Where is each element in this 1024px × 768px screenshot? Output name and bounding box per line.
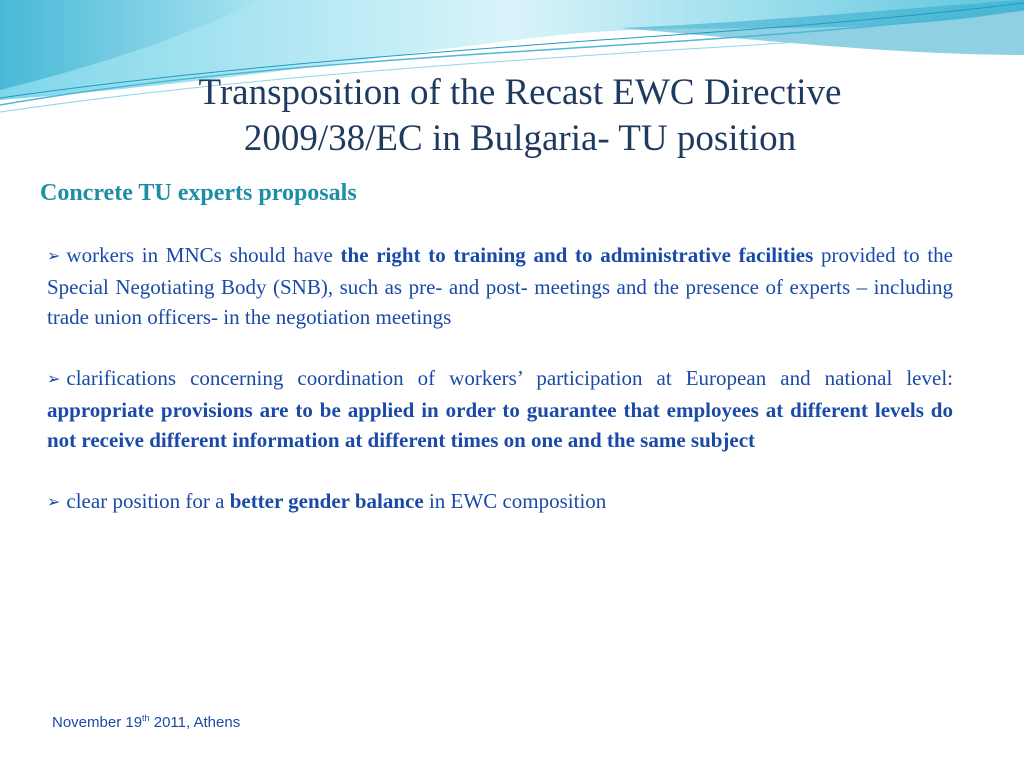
arrow-bullet-icon: ➢ xyxy=(47,369,61,388)
arrow-bullet-icon: ➢ xyxy=(47,492,61,511)
slide-title xyxy=(120,70,920,162)
footer-location: 2011, Athens xyxy=(149,714,241,731)
footer-date: November 19 xyxy=(52,714,143,731)
bullet-3-pre: clear position for a xyxy=(66,489,230,513)
bullet-item-clarifications xyxy=(47,363,953,456)
bullet-3-post: in EWC composition xyxy=(423,489,607,513)
bullet-1-bold: the right to training and to administrative facilities xyxy=(340,243,814,267)
title-line-2: 2009/38/EC in Bulgaria- TU position xyxy=(243,118,797,159)
bullet-list xyxy=(47,240,953,518)
arrow-bullet-icon: ➢ xyxy=(47,246,61,265)
bullet-1-post: provided to the Special Negotiating Body (SNB), such as pre- and post- meetings and the presence of experts – including trade union officers- in the negotiation meetings xyxy=(47,243,953,329)
section-subtitle: Concrete TU experts proposals xyxy=(40,180,357,206)
bullet-item-training xyxy=(47,240,953,333)
slide-footer xyxy=(52,713,240,731)
bullet-1-pre: workers in MNCs should have xyxy=(66,243,341,267)
bullet-3-bold: better gender balance xyxy=(229,489,424,513)
bullet-item-gender-balance xyxy=(47,486,953,518)
bullet-2-pre: clarifications concerning coordination of workers’ participation at European and national level: xyxy=(66,366,953,390)
title-line-1: Transposition of the Recast EWC Directive xyxy=(198,72,842,113)
bullet-2-bold: appropriate provisions are to be applied in order to guarantee that employees at different levels do not receive different information at different times on one and the same subject xyxy=(47,397,953,452)
footer-date-suffix: th xyxy=(142,713,150,723)
